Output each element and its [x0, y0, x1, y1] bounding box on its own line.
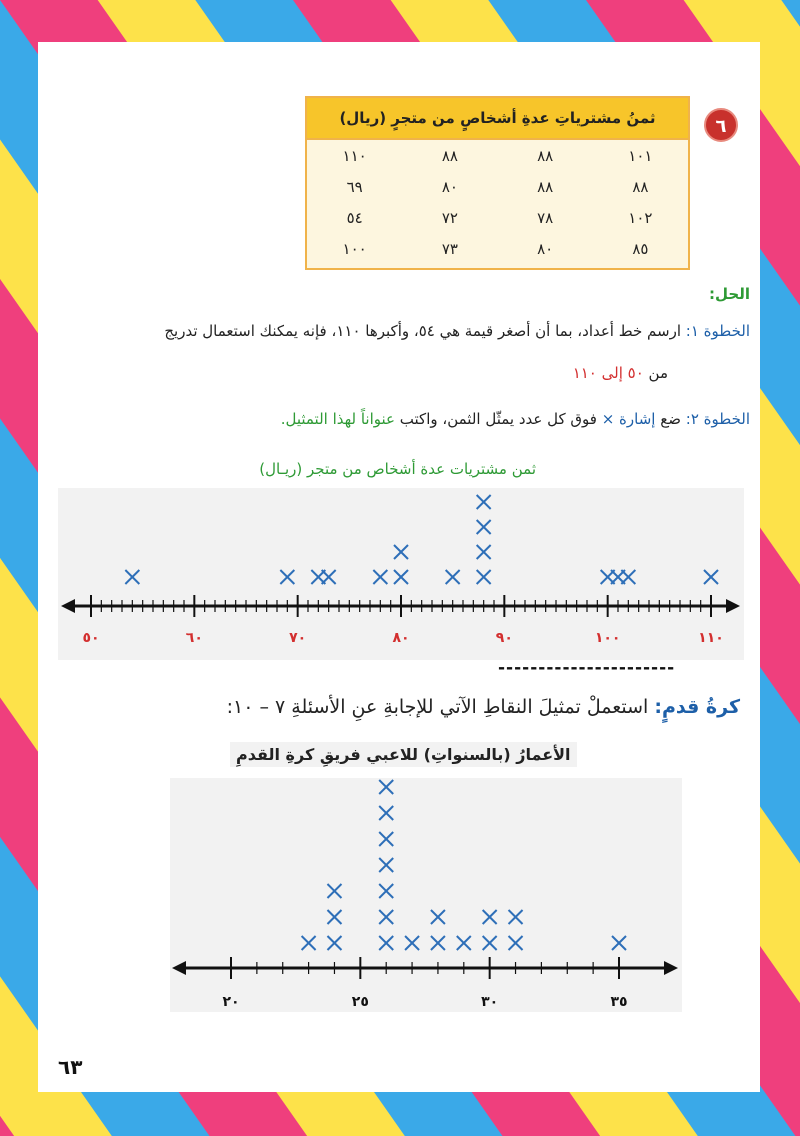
- x-mark: [509, 910, 523, 924]
- step2-title-word: عنواناً لهذا التمثيل.: [280, 410, 396, 428]
- table-cell: ٨٨: [632, 177, 649, 196]
- axis-arrow-left: [61, 599, 75, 613]
- x-mark: [379, 780, 393, 794]
- x-mark: [704, 570, 718, 584]
- table-cell: ٨٥: [632, 239, 649, 258]
- x-mark: [302, 936, 316, 950]
- step2-line: [281, 410, 750, 428]
- x-mark: [125, 570, 139, 584]
- x-mark: [394, 545, 408, 559]
- data-table: [305, 96, 690, 270]
- table-cell: ٦٩: [346, 177, 363, 196]
- football-label: كرةُ قدمٍ:: [654, 696, 740, 718]
- axis-arrow-left: [172, 961, 186, 975]
- x-mark: [379, 806, 393, 820]
- x-mark: [431, 910, 445, 924]
- tick-label: ٣٥: [610, 994, 628, 1010]
- table-row: [307, 171, 688, 202]
- chart2-box: [170, 778, 682, 1012]
- x-mark: [327, 884, 341, 898]
- football-intro: [227, 696, 740, 718]
- axis-arrow-right: [664, 961, 678, 975]
- x-mark: [446, 570, 460, 584]
- step2-mark: إشارة ×: [601, 410, 656, 428]
- table-cell: ١١٠: [342, 146, 367, 165]
- step1-text: ارسم خط أعداد، بما أن أصغر قيمة هي ٥٤، وأكبرها ١١٠، فإنه يمكنك استعمال تدريج: [164, 322, 681, 340]
- step1-line2: [573, 364, 668, 382]
- table-cell: ٥٤: [346, 208, 363, 227]
- x-mark: [477, 570, 491, 584]
- x-mark: [477, 520, 491, 534]
- table-cell: ١٠١: [628, 146, 653, 165]
- step1-label: الخطوة ١:: [685, 322, 750, 340]
- x-mark: [373, 570, 387, 584]
- table-cell: ٨٠: [441, 177, 458, 196]
- tick-label: ٩٠: [495, 630, 513, 646]
- x-mark: [431, 936, 445, 950]
- x-mark: [612, 936, 626, 950]
- chart2-line-plot: [170, 778, 682, 1012]
- tick-label: ٨٠: [392, 630, 410, 646]
- solution-heading: الحل:: [709, 285, 750, 303]
- table-cell: ٧٨: [537, 208, 554, 227]
- chart1-box: [58, 488, 744, 660]
- tick-label: ١٠٠: [594, 630, 621, 646]
- table-cell: ٨٨: [537, 146, 554, 165]
- page-number: ٦٣: [58, 1055, 83, 1079]
- table-cell: ٧٣: [441, 239, 458, 258]
- tick-label: ٢٥: [351, 994, 369, 1010]
- step1-line1: [55, 322, 750, 340]
- x-mark: [509, 936, 523, 950]
- x-mark: [483, 910, 497, 924]
- step1-range: ٥٠ إلى ١١٠: [572, 364, 644, 382]
- x-mark: [327, 910, 341, 924]
- tick-label: ٧٠: [289, 630, 307, 646]
- chart1-line-plot: [58, 488, 744, 660]
- x-mark: [280, 570, 294, 584]
- x-mark: [405, 936, 419, 950]
- table-cell: ٨٠: [537, 239, 554, 258]
- question-number-badge: ٦: [704, 108, 738, 142]
- x-mark: [477, 495, 491, 509]
- step2-label: الخطوة ٢:: [685, 410, 750, 428]
- tick-label: ٦٠: [185, 630, 203, 646]
- x-mark: [621, 570, 635, 584]
- tick-label: ٣٠: [481, 994, 499, 1010]
- table-row: [307, 140, 688, 171]
- table-cell: ١٠٢: [628, 208, 653, 227]
- x-mark: [483, 936, 497, 950]
- x-mark: [327, 936, 341, 950]
- chart1-title: ثمن مشتريات عدة أشخاص من متجر (ريـال): [259, 460, 536, 478]
- tick-label: ٥٠: [82, 630, 100, 646]
- table-cell: ٧٢: [441, 208, 458, 227]
- table-title: ثمنُ مشترياتِ عدةِ أشخاصٍ من متجرٍ (ريال): [307, 98, 688, 140]
- x-mark: [394, 570, 408, 584]
- x-mark: [379, 910, 393, 924]
- step2-text-a: ضع: [660, 410, 681, 428]
- table-cell: ٨٨: [441, 146, 458, 165]
- x-mark: [379, 832, 393, 846]
- x-mark: [322, 570, 336, 584]
- tick-label: ٢٠: [222, 994, 240, 1010]
- x-mark: [477, 545, 491, 559]
- x-mark: [379, 858, 393, 872]
- table-row: [307, 202, 688, 233]
- step1-from: من: [648, 364, 668, 382]
- x-mark: [457, 936, 471, 950]
- x-mark: [379, 936, 393, 950]
- football-text: استعملْ تمثيلَ النقاطِ الآتي للإجابةِ عنِ الأسئلةِ ٧ – ١٠:: [226, 696, 649, 718]
- tick-label: ١١٠: [698, 630, 724, 646]
- table-row: [307, 233, 688, 264]
- x-mark: [379, 884, 393, 898]
- table-cell: ٨٨: [537, 177, 554, 196]
- table-cell: ١٠٠: [342, 239, 367, 258]
- chart2-title: الأعمارُ (بالسنواتِ) للاعبي فريقِ كرةِ القدمِ: [230, 742, 577, 767]
- dashed-separator: ----------------------: [498, 658, 676, 678]
- axis-arrow-right: [726, 599, 740, 613]
- step2-text-b: فوق كل عدد يمثّل الثمن، واكتب: [399, 410, 597, 428]
